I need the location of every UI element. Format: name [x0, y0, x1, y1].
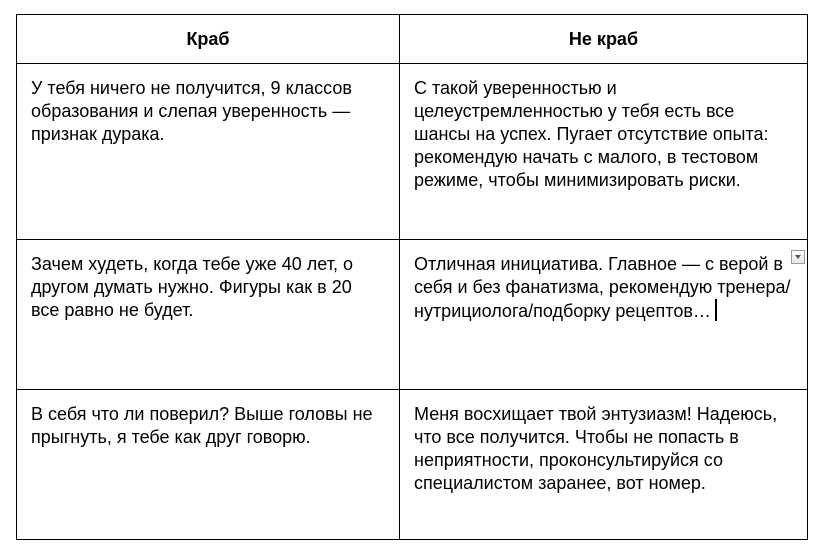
cell-not-crab-active[interactable] — [400, 240, 808, 390]
cell-content — [414, 253, 793, 323]
cell-not-crab[interactable]: С такой уверенностью и целеустремленностью у тебя есть все шансы на успех. Пугает отсутствие опыта: рекомендую начать с малого, в тестовом режиме, чтобы минимизировать риски. — [400, 64, 808, 240]
table-row — [17, 390, 808, 540]
cell-text: Отличная инициатива. Главное — с верой в себя и без фанатизма, рекомендую тренера/нутрициолога/подборку рецептов… — [414, 254, 791, 321]
header-not-crab: Не краб — [400, 15, 808, 64]
comparison-table — [16, 14, 808, 540]
header-row — [17, 15, 808, 64]
cell-crab[interactable]: В себя что ли поверил? Выше головы не прыгнуть, я тебе как друг говорю. — [17, 390, 400, 540]
cell-crab[interactable]: У тебя ничего не получится, 9 классов образования и слепая уверенность — признак дурака. — [17, 64, 400, 240]
cell-crab[interactable]: Зачем худеть, когда тебе уже 40 лет, о другом думать нужно. Фигуры как в 20 все равно не будет. — [17, 240, 400, 390]
header-crab: Краб — [17, 15, 400, 64]
chevron-down-icon[interactable] — [791, 250, 805, 264]
table-row — [17, 240, 808, 390]
cell-not-crab[interactable]: Меня восхищает твой энтузиазм! Надеюсь, что все получится. Чтобы не попасть в неприятности, проконсультируйся со специалистом заранее, вот номер. — [400, 390, 808, 540]
table-row — [17, 64, 808, 240]
text-cursor — [715, 299, 717, 321]
